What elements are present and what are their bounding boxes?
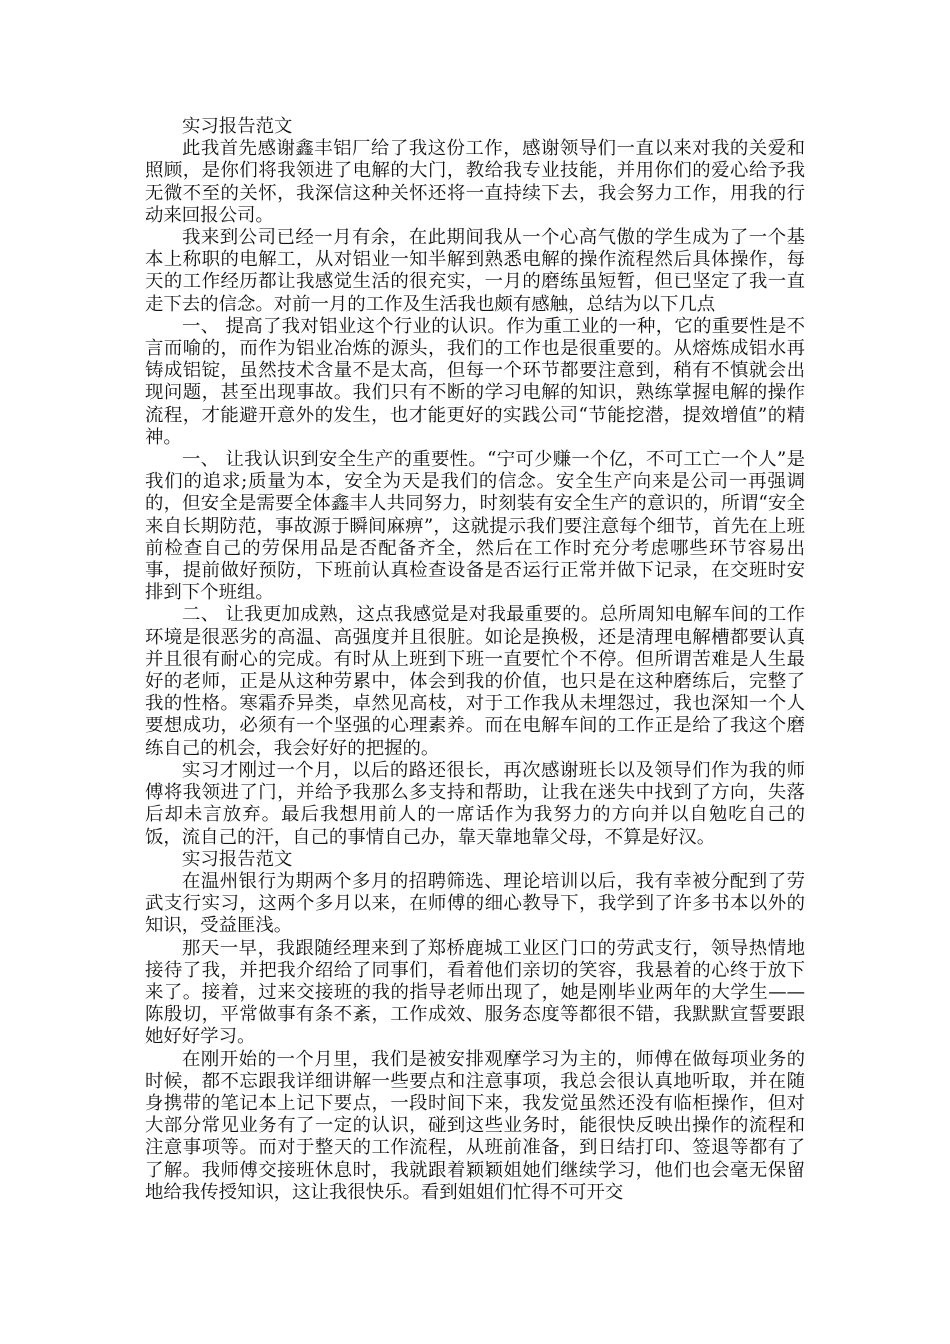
section-title-1: 实习报告范文 [182,116,293,137]
paragraph-point-maturity: 二、 让我更加成熟，这点我感觉是对我最重要的。总所周知电解车间的工作环境是很恶劣的高温、高强度并且很脏。如论是换极，还是清理电解槽都要认真并且很有耐心的完成。有时从上班到下班一直要忙个不停。但所谓苦难是人生最好的老师，正是从这种劳累中，体会到我的价值，也只是在这种磨练后，完整了我的性格。寒霜乔异类，卓然见高枝，对于工作我从未埋怨过，我也深知一个人要想成功，必须有一个坚强的心理素养。而在电解车间的工作正是给了我这个磨练自己的机会，我会好好的把握的。 [145,604,805,759]
paragraph-first-month-bank: 在刚开始的一个月里，我们是被安排观摩学习为主的，师傅在做每项业务的时候，都不忘跟我详细讲解一些要点和注意事项，我总会很认真地听取，并在随身携带的笔记本上记下要点，一段时间下来，我发觉虽然还没有临柜操作，但对大部分常见业务有了一定的认识，碰到这些业务时，能很快反映出操作的流程和注意事项等。而对于整天的工作流程，从班前准备，到日结打印、签退等都有了了解。我师傅交接班休息时，我就跟着颖颖姐她们继续学习，他们也会毫无保留地给我传授知识，这让我很快乐。看到姐姐们忙得不可开交 [145,1048,805,1203]
paragraph-point-safety: 一、 让我认识到安全生产的重要性。“宁可少赚一个亿，不可工亡一个人”是我们的追求;质量为本，安全为天是我们的信念。安全生产向来是公司一再强调的，但安全是需要全体鑫丰人共同努力，时刻装有安全生产的意识的，所谓“安全来自长期防范，事故源于瞬间麻痹”，这就提示我们要注意每个细节，首先在上班前检查自己的劳保用品是否配备齐全，然后在工作时充分考虑哪些环节容易出事，提前做好预防，下班前认真检查设备是否运行正常并做下记录，在交班时安排到下个班组。 [145,449,805,604]
paragraph-first-month: 我来到公司已经一月有余，在此期间我从一个心高气傲的学生成为了一个基本上称职的电解工，从对铝业一知半解到熟悉电解的操作流程然后具体操作，每天的工作经历都让我感觉生活的很充实，一月的磨练虽短暂，但已坚定了我一直走下去的信念。对前一月的工作及生活我也颇有感触，总结为以下几点 [145,227,805,315]
paragraph-gratitude: 此我首先感谢鑫丰铝厂给了我这份工作，感谢领导们一直以来对我的关爱和照顾，是你们将我领进了电解的大门，教给我专业技能，并用你们的爱心给予我无微不至的关怀，我深信这种关怀还将一直持续下去，我会努力工作，用我的行动来回报公司。 [145,138,805,226]
paragraph-first-day: 那天一早，我跟随经理来到了郑桥鹿城工业区门口的劳武支行，领导热情地接待了我，并把我介绍给了同事们，看着他们亲切的笑容，我悬着的心终于放下来了。接着，过来交接班的我的指导老师出现了，她是刚毕业两年的大学生——陈殷切，平常做事有条不紊，工作成效、服务态度等都很不错，我默默宣誓要跟她好好学习。 [145,937,805,1048]
document-page [145,116,805,1204]
paragraph-conclusion: 实习才刚过一个月，以后的路还很长，再次感谢班长以及领导们作为我的师傅将我领进了门，并给予我那么多支持和帮助，让我在迷失中找到了方向，失落后却未言放弃。最后我想用前人的一席话作为我努力的方向并以自勉吃自己的饭，流自己的汗，自己的事情自己办，靠天靠地靠父母，不算是好汉。 [145,759,805,848]
paragraph-point-industry: 一、 提高了我对铝业这个行业的认识。作为重工业的一种，它的重要性是不言而喻的，而作为铝业冶炼的源头，我们的工作也是很重要的。从熔炼成铝水再铸成铝锭，虽然技术含量不是太高，但每一个环节都要注意到，稍有不慎就会出现问题，甚至出现事故。我们只有不断的学习电解的知识，熟练掌握电解的操作流程，才能避开意外的发生，也才能更好的实践公司“节能挖潜，提效增值”的精神。 [145,315,805,448]
paragraph-bank-intro: 在温州银行为期两个多月的招聘筛选、理论培训以后，我有幸被分配到了劳武支行实习，这两个多月以来，在师傅的细心教导下，我学到了许多书本以外的知识，受益匪浅。 [145,870,805,937]
section-title-2: 实习报告范文 [182,848,293,870]
